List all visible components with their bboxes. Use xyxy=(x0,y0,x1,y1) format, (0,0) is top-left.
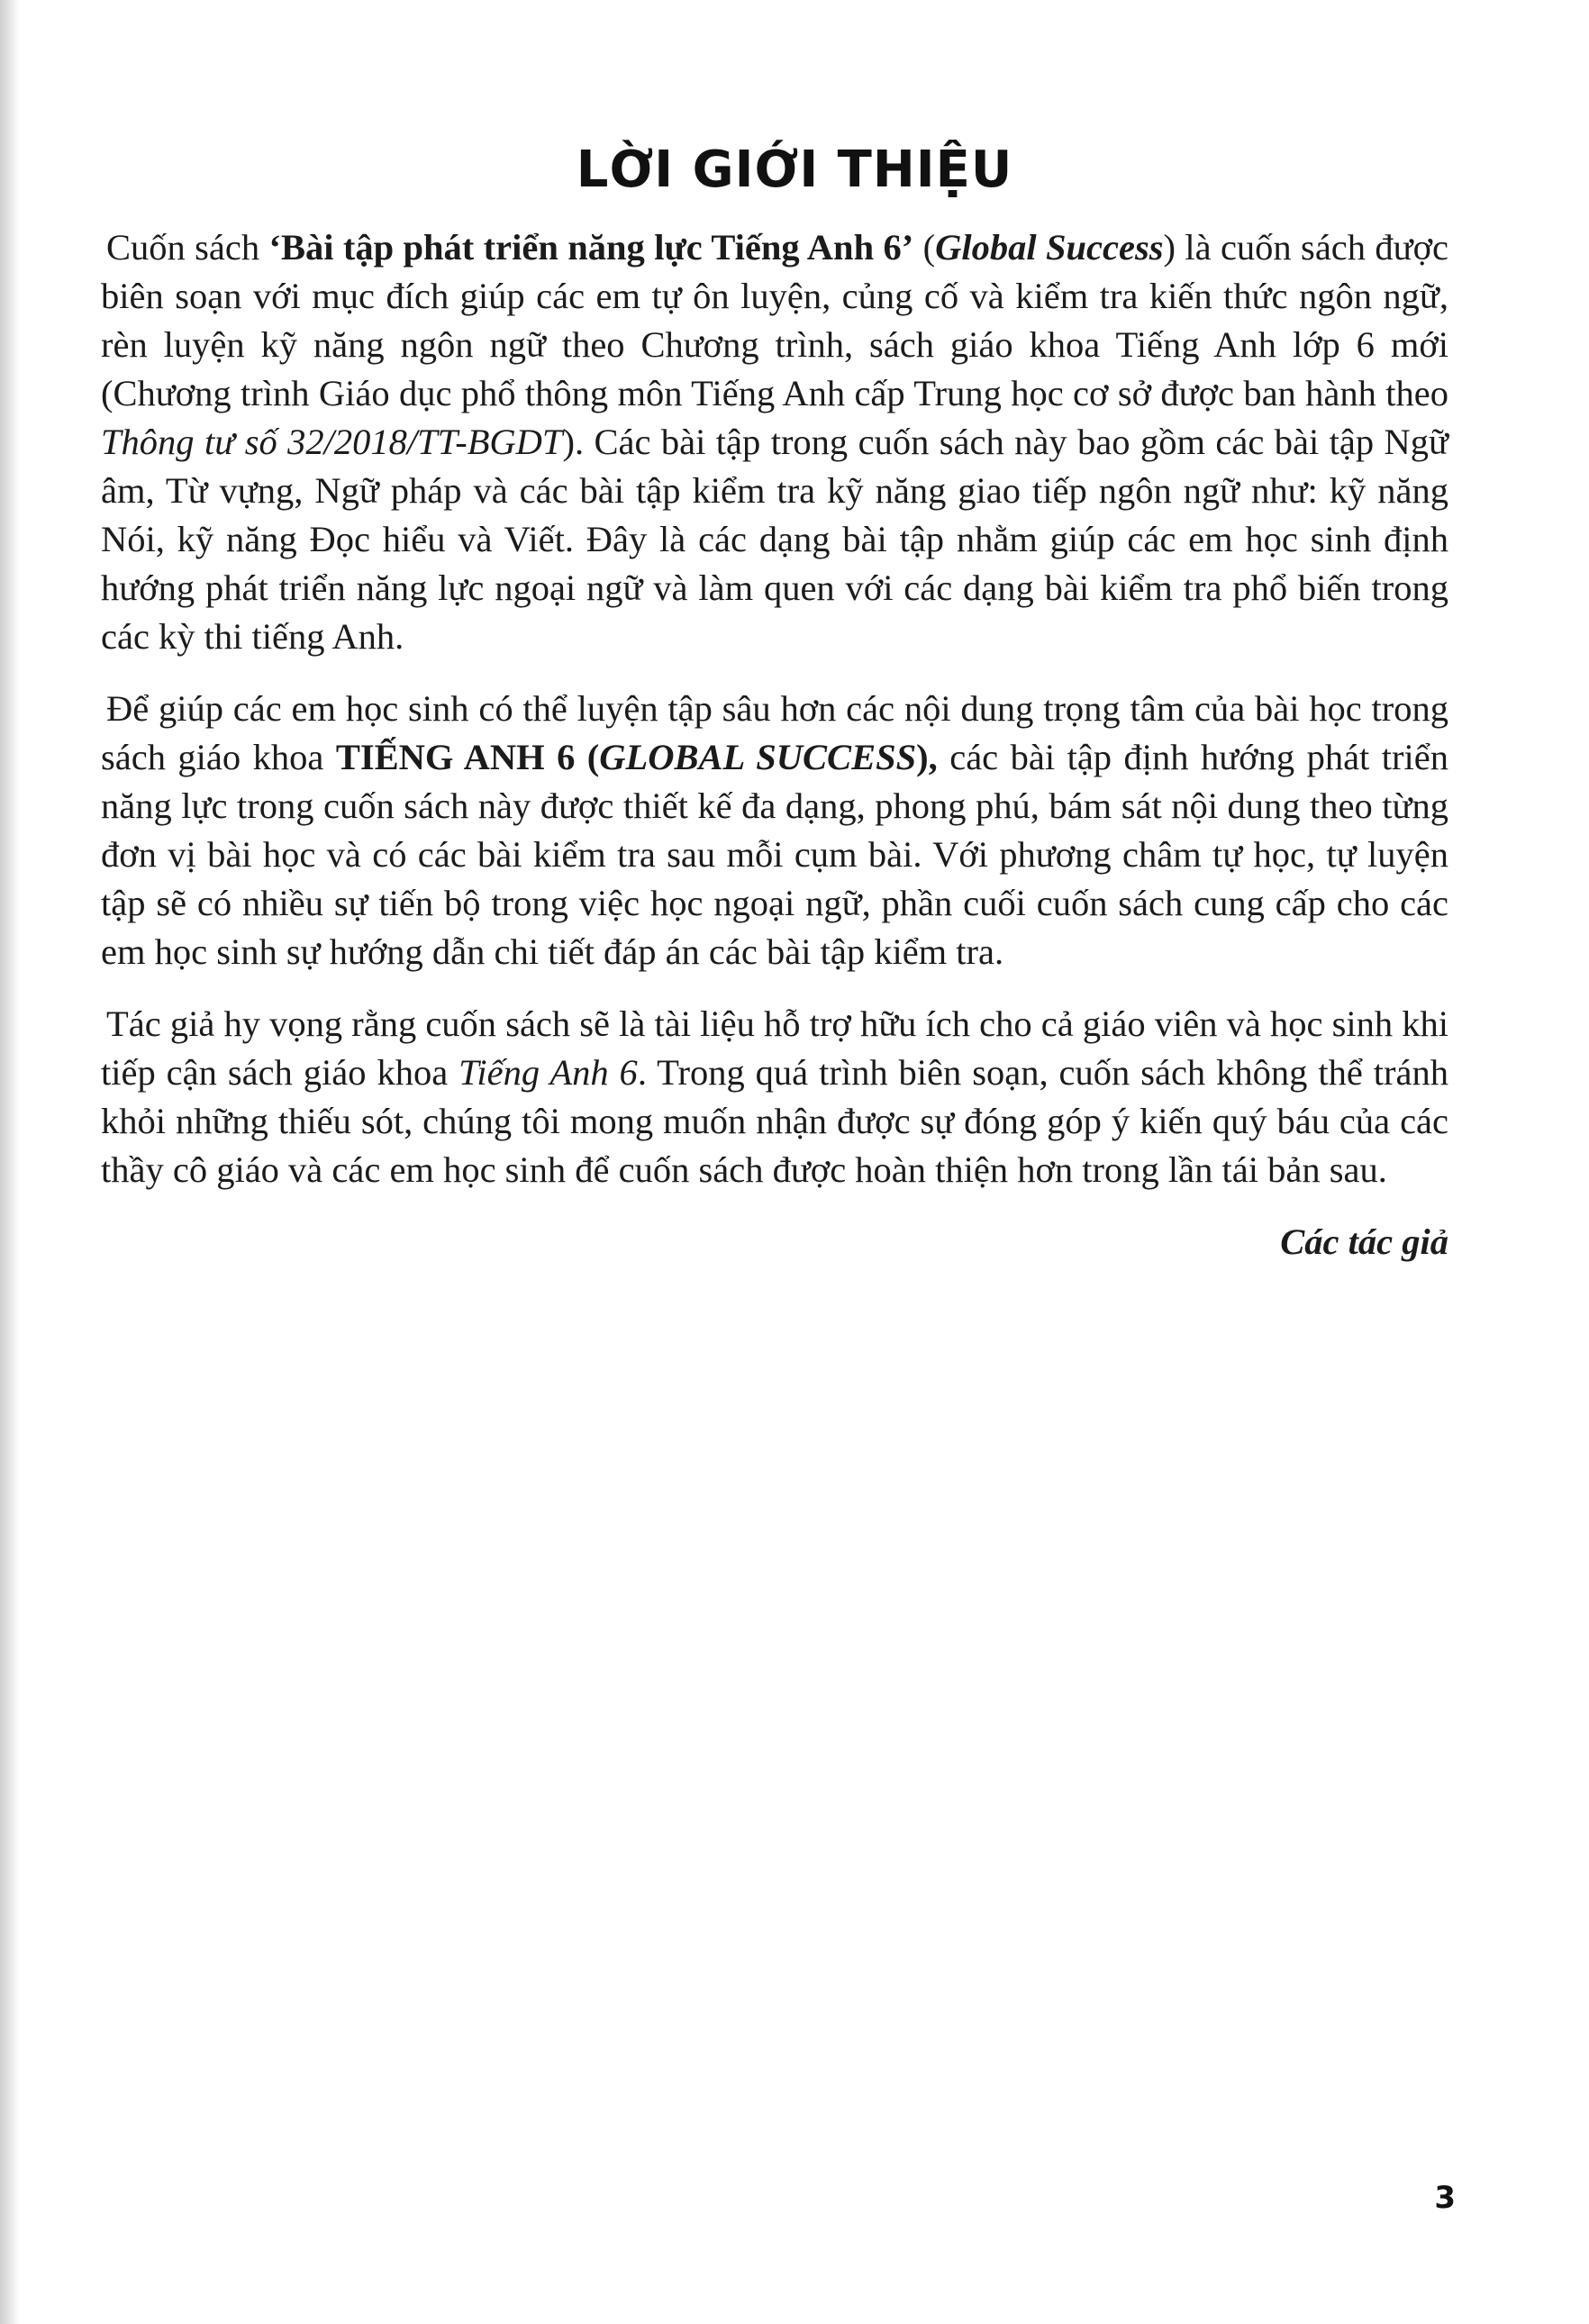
paragraph-2-text: Để giúp các em học sinh có thể luyện tập sâu hơn các nội dung trọng tâm của bài học trong sách giáo khoa xyxy=(101,688,1448,777)
page-number: 3 xyxy=(1434,2180,1456,2216)
paragraph-1-text: ). Các bài tập trong cuốn sách này bao gồm các bài tập Ngữ âm, Từ vựng, Ngữ pháp và các bài tập kiểm tra kỹ năng giao tiếp ngôn ngữ như: kỹ năng Nói, kỹ năng Đọc hiểu và Viết. Đây là các dạng bài tập nhằm giúp các em học sinh định hướng phát triển năng lực ngoại ngữ và làm quen với các dạng bài kiểm tra phổ biến trong các kỳ thi tiếng Anh. xyxy=(101,422,1448,657)
paragraph-2-text: các bài tập định hướng phát triển năng lực trong cuốn sách này được thiết kế đa dạng, phong phú, bám sát nội dung theo từng đơn vị bài học và có các bài kiểm tra sau mỗi cụm bài. Với phương châm tự học, tự luyện tập sẽ có nhiều sự tiến bộ trong việc học ngoại ngữ, phần cuối cuốn sách cung cấp cho các em học sinh sự hướng dẫn chi tiết đáp án các bài tập kiểm tra. xyxy=(101,737,1448,972)
authors-signature: Các tác giả xyxy=(1280,1221,1448,1262)
paragraph-3 xyxy=(101,1000,1448,1194)
page-spine-shadow xyxy=(0,0,20,2324)
series-name-italic: Global Success xyxy=(935,227,1164,268)
textbook-name-bold-close: ), xyxy=(916,737,938,777)
paragraph-3-text: . Trong quá trình biên soạn, cuốn sách không thể tránh khỏi những thiếu sót, chúng tôi mong muốn nhận được sự đóng góp ý kiến quý báu của các thầy cô giáo và các em học sinh để cuốn sách được hoàn thiện hơn trong lần tái bản sau. xyxy=(101,1052,1448,1190)
paragraph-2 xyxy=(101,685,1448,976)
introduction-body xyxy=(101,223,1448,1266)
textbook-name-italic: Tiếng Anh 6 xyxy=(459,1052,638,1093)
textbook-name-bold: TIẾNG ANH 6 ( xyxy=(335,737,600,777)
page-title: LỜI GIỚI THIỆU xyxy=(576,140,1013,199)
paragraph-1 xyxy=(101,223,1448,661)
paragraph-1-text: Cuốn sách xyxy=(106,227,269,268)
book-title-bold: ‘Bài tập phát triển năng lực Tiếng Anh 6’ xyxy=(268,227,914,268)
paragraph-1-text: ( xyxy=(913,227,936,268)
paragraph-3-text: Tác giả hy vọng rằng cuốn sách sẽ là tài liệu hỗ trợ hữu ích cho cả giáo viên và học sinh khi tiếp cận sách giáo khoa xyxy=(101,1003,1448,1093)
series-name-bold-italic: GLOBAL SUCCESS xyxy=(599,737,917,777)
circular-reference-italic: Thông tư số 32/2018/TT-BGDT xyxy=(101,422,563,462)
paragraph-1-text: ) là cuốn sách được biên soạn với mục đích giúp các em tự ôn luyện, củng cố và kiểm tra kiến thức ngôn ngữ, rèn luyện kỹ năng ngôn ngữ theo Chương trình, sách giáo khoa Tiếng Anh lớp 6 mới (Chương trình Giáo dục phổ thông môn Tiếng Anh cấp Trung học cơ sở được ban hành theo xyxy=(101,227,1448,413)
